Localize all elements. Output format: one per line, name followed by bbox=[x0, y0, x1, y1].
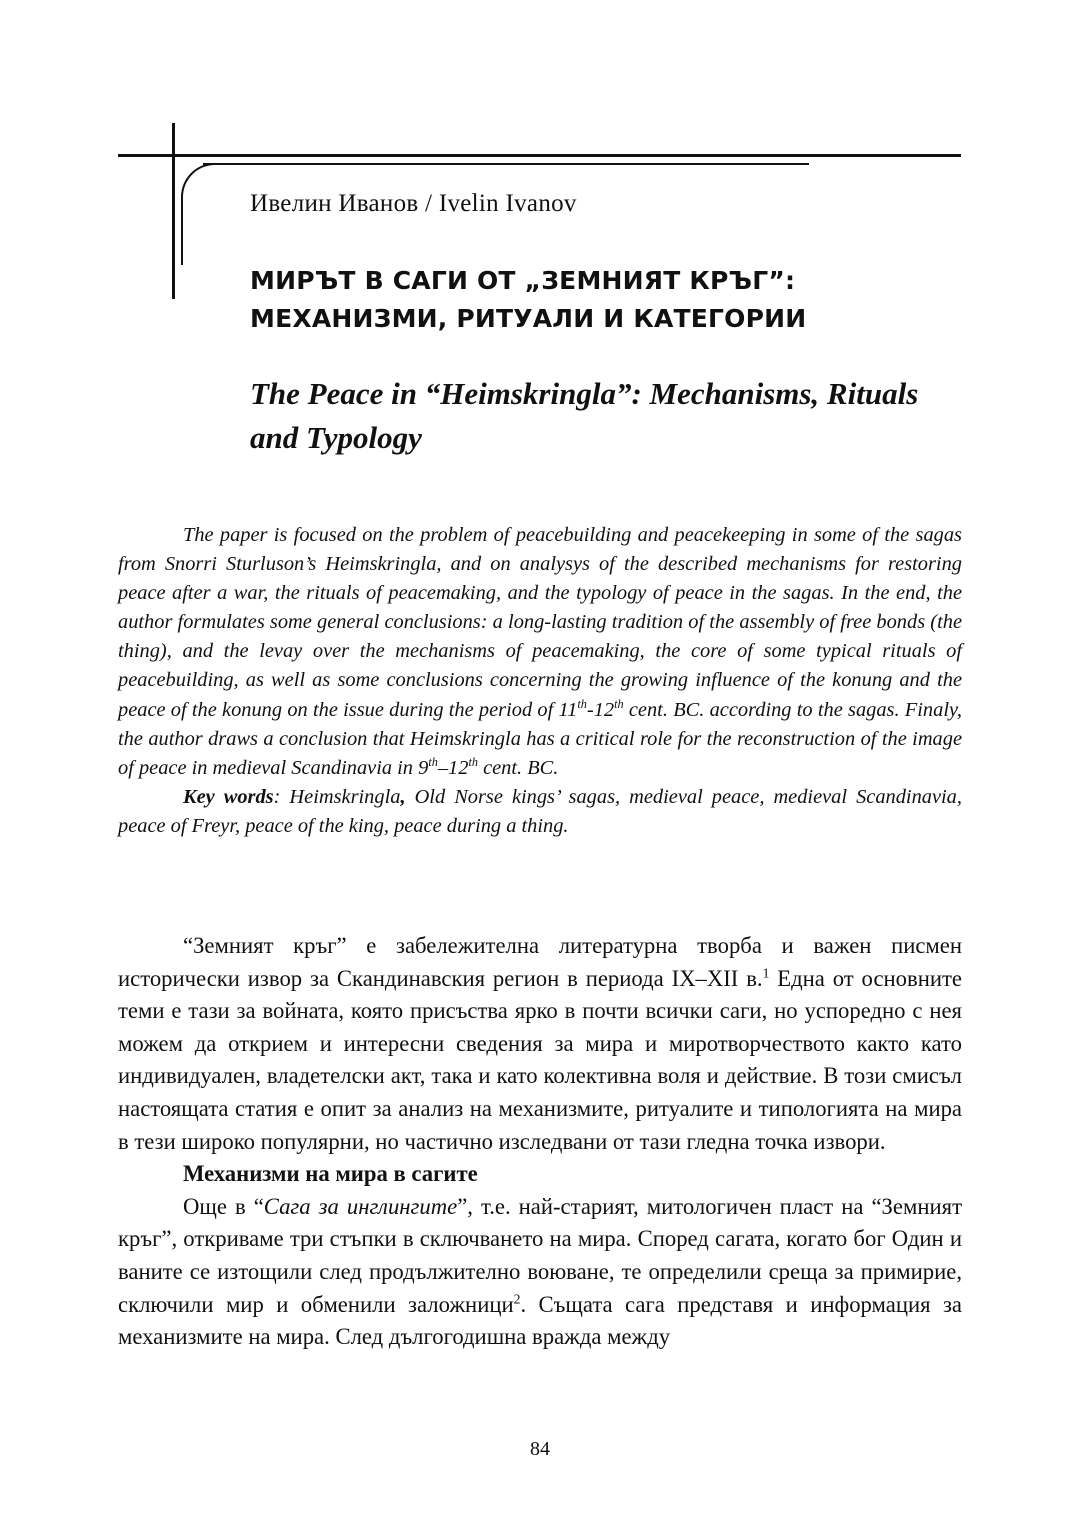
title-english-line-1: The Peace in “Heimskringla”: Mechanisms, Rituals bbox=[250, 376, 919, 411]
abstract-sup-1: th bbox=[577, 696, 587, 711]
saga-title-italic: Сага за инглингите bbox=[263, 1193, 458, 1219]
body-paragraph-2 bbox=[118, 1191, 962, 1354]
title-bulgarian bbox=[250, 262, 970, 338]
header-corner-curve bbox=[181, 163, 223, 265]
title-english bbox=[250, 372, 970, 460]
body-p2-text-b: ”, т.е. най-старият, митологичен пласт на “Земният кръг”, откриваме три стъпки в сключването на мира. Според сагата, когато бог Один и ваните се изтощили след продължително воюване, те определили среща за примирие, сключили мир и обменили заложници bbox=[118, 1193, 962, 1317]
body-paragraph-1 bbox=[118, 930, 962, 1158]
keywords-paragraph bbox=[118, 783, 962, 841]
section-heading: Механизми на мира в сагите bbox=[183, 1161, 478, 1187]
abstract bbox=[118, 521, 962, 841]
abstract-paragraph bbox=[118, 521, 962, 783]
abstract-sup-3: th bbox=[428, 754, 438, 769]
abstract-text-5: cent. BC. bbox=[477, 756, 559, 779]
keywords-label: Key words bbox=[183, 785, 274, 808]
page-number: 84 bbox=[530, 1438, 550, 1460]
body-p1-text-a: “Земният кръг” е забележителна литературна творба и важен писмен исторически извор за Скандинавския регион в периода IX–XII в. bbox=[118, 933, 962, 991]
body-p2-text-a: Още в “ bbox=[183, 1193, 264, 1219]
body-p1-text-b: Една от основните теми е тази за войната, която присъства ярко в почти всички саги, но успоредно с нея можем да открием и интересни сведения за мира и миротворчеството както като индивидуален, владетелски акт, така и като колективна воля и действие. В този смисъл настоящата статия е опит за анализ на механизмите, ритуалите и типологията на мира в тези широко популярни, но частично изследвани от тази гледна точка извори. bbox=[118, 965, 963, 1154]
keywords-comma: , bbox=[400, 785, 406, 808]
author-name: Ивелин Иванов / Ivelin Ivanov bbox=[250, 190, 577, 217]
abstract-sup-2: th bbox=[614, 696, 624, 711]
footnote-ref-2: 2 bbox=[513, 1290, 521, 1306]
article-body bbox=[118, 930, 962, 1354]
abstract-text-2: -12 bbox=[586, 698, 615, 721]
keywords-first: : Heimskringla bbox=[273, 785, 401, 808]
title-english-line-2: and Typology bbox=[250, 420, 422, 455]
abstract-text-3: cent. BC. according to the sagas. Finaly, the author draws a conclusion that Heimskringla has a critical role for the reconstruction of the image of peace in medieval Scandinavia in 9 bbox=[118, 698, 963, 779]
title-bulgarian-line-1: МИРЪТ В САГИ ОТ „ЗЕМНИЯТ КРЪГ”: bbox=[250, 266, 796, 295]
header-horizontal-rule-top bbox=[118, 154, 961, 157]
footnote-ref-1: 1 bbox=[762, 965, 770, 981]
body-p2-text-c: . Същата сага представя и информация за механизмите на мира. След дългогодишна вражда между bbox=[118, 1291, 963, 1350]
keywords-text: Old Norse kings’ sagas, medieval peace, medieval Scandinavia, peace of Freyr, peace of the king, peace during a thing. bbox=[118, 785, 962, 837]
title-bulgarian-line-2: МЕХАНИЗМИ, РИТУАЛИ И КАТЕГОРИИ bbox=[250, 304, 807, 333]
header-horizontal-rule-inner bbox=[203, 163, 809, 165]
header-vertical-rule-left bbox=[172, 123, 175, 299]
abstract-text-4: –12 bbox=[437, 756, 469, 779]
abstract-sup-4: th bbox=[468, 754, 478, 769]
abstract-text-1: The paper is focused on the problem of peacebuilding and peacekeeping in some of the sagas from Snorri Sturluson’s Heimskringla, and on analysys of the described mechanisms for restoring peace after a war, the rituals of peacemaking, and the typology of peace in the sagas. In the end, the author formulates some general conclusions: a long-lasting tradition of the assembly of free bonds (the thing), and the levay over the mechanisms of peacemaking, the core of some typical rituals of peacebuilding, as well as some conclusions concerning the growing influence of the konung and the peace of the konung on the issue during the period of 11 bbox=[118, 524, 962, 721]
